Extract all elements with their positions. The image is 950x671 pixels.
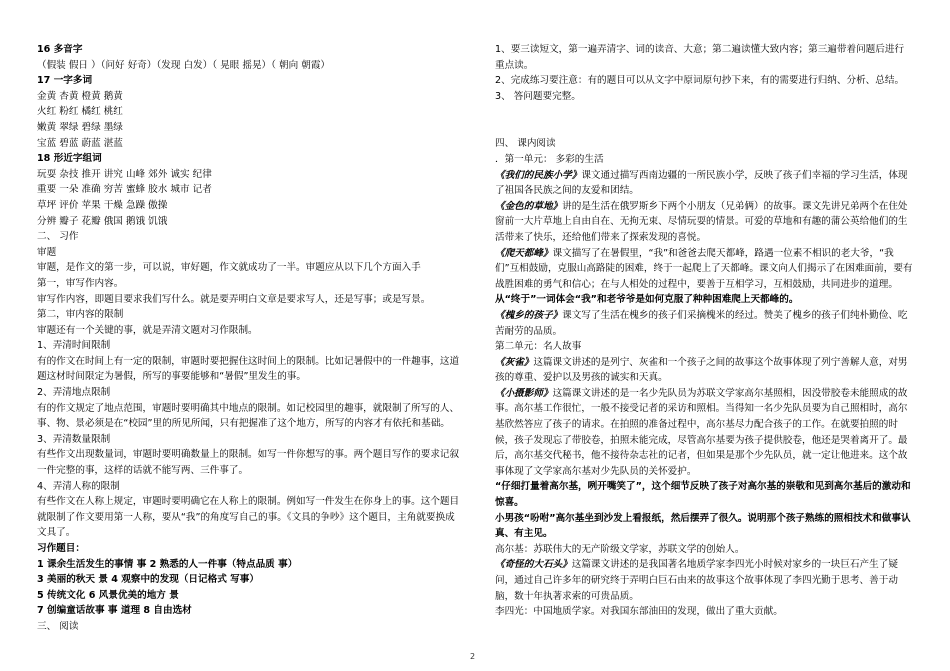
word-line: 分辨 瓣子 花瓣 俄国 鹅饿 饥饿 [37,215,168,227]
text-body: 课文写了生活在槐乡的孩子们采摘槐米的经过。赞美了槐乡的孩子们纯朴勤俭、吃苦耐劳的品质。 [495,309,908,337]
right-column [495,42,913,620]
exercise-line: 5 传统文化 6 风景优美的地方 景 [37,589,179,601]
section-heading-18: 18 形近字组词 [37,153,102,165]
reading-tip: 1、要三读短文，第一遍弄清字、词的读音、大意；第二遍读懂大致内容；第三遍带着问题后进行重点读。 [495,44,905,71]
exercise-line: 1 课余生活发生的事情 事 2 熟悉的人一件事（特点品质 事） [37,558,298,570]
word-line: 嫩黄 翠绿 碧绿 墨绿 [37,121,123,133]
text-key-point: “仔细打量着高尔基，咧开嘴笑了”，这个细节反映了孩子对高尔基的崇敬和见到高尔基后的激动和惊喜。 [495,481,911,509]
note: 李四光：中国地质学家。对我国东部油田的发现，做出了重大贡献。 [495,606,783,618]
paragraph: 有些作文在人称上规定，审题时要明确它在人称上的限制。例如写一件发生在你身上的事。这个题目就限制了作文要用第一人称，要从“我”的角度写自己的事。《文具的争吵》这个题目，主角就要换成文具了。 [37,496,460,539]
unit-heading: ．第一单元： 多彩的生活 [495,153,604,165]
word-line: 宝蓝 碧蓝 蔚蓝 湛蓝 [37,137,123,149]
text-title: 《槐乡的孩子》 [495,309,563,321]
paragraph-label: 2、弄清地点限制 [37,387,111,399]
text-summary [495,386,913,480]
exercise-line: 3 美丽的秋天 景 4 观察中的发现（日记格式 写事） [37,574,259,586]
text-title: 《小摄影师》 [495,387,553,399]
text-summary [495,246,913,308]
text-key-point: 从“终于”一词体会“我”和老爷爷是如何克服了种种困难爬上天都峰的。 [495,294,799,306]
section-heading-writing: 二、 习作 [37,231,79,243]
unit-heading: 第二单元：名人故事 [495,341,582,353]
text-key-point: 小男孩“吩咐”高尔基坐到沙发上看报纸，然后摆弄了很久。说明那个孩子熟练的照相技术和做事认真、有主见。 [495,512,911,540]
text-title: 《我们的民族小学》 [495,169,582,181]
section-heading-reading: 三、 阅读 [37,620,79,632]
paragraph-label: 3、弄清数量限制 [37,433,111,445]
text-body: 课文通过描写西南边疆的一所民族小学，反映了孩子们幸福的学习生活，体现了祖国各民族之间的友爱和团结。 [495,169,908,197]
paragraph-label: 1、弄清时间限制 [37,340,111,352]
reading-tip: 3、 答问题要完整。 [495,90,581,102]
word-line: 草坪 评价 苹果 干燥 急躁 傲操 [37,199,168,211]
exercise-line: 7 创编童话故事 事 道理 8 自由选材 [37,605,192,617]
paragraph-label: 第二，审内容的限制 [37,309,124,321]
reading-tip: 2、完成练习要注意：有的题目可以从文字中原词原句抄下来，有的需要进行归纳、分析、总结。 [495,75,905,87]
text-summary [495,199,913,246]
word-line: 金黄 杏黄 橙黄 鹅黄 [37,90,123,102]
word-line: 玩耍 杂技 推开 讲究 山峰 郊外 诚实 纪律 [37,168,212,180]
paragraph: 审题还有一个关键的事，就是弄清文题对习作限制。 [37,324,258,336]
paragraph: 审题，是作文的第一步，可以说，审好题，作文就成功了一半。审题应从以下几个方面入手 [37,262,421,274]
section-heading-16: 16 多音字 [37,44,83,55]
paragraph-label: 第一，审写作内容。 [37,277,124,289]
exercise-title: 习作题目： [37,543,85,554]
note: 高尔基：苏联伟大的无产阶级文学家，苏联文学的创始人。 [495,543,745,555]
text-title: 《爬天都峰》 [495,247,553,259]
polyphone-list: （假装 假日 ）（问好 好奇）（发现 白发）（ 晃眼 摇晃）（ 朝向 朝霞） [37,59,331,71]
section-heading-17: 17 一字多词 [37,75,93,87]
text-title: 《金色的草地》 [495,200,563,212]
text-body: 课文描写了在暑假里，“我”和爸爸去爬天都峰，路遇一位素不相识的老大爷，“我们”互相鼓励，克服山高路陡的困难，终于一起爬上了天都峰。课文向人们揭示了在困难面前，要有战胜困难的勇气和信心；在与人相处的过程中，要善于互相学习，互相鼓励，共同进步的道理。 [495,247,913,290]
text-summary [495,168,913,199]
paragraph: 有的作文规定了地点范围，审题时要明确其中地点的限制。如记校园里的趣事，就限制了所写的人、事、物、景必须是在“校园”里的所见所闻，只有把握准了这个地方，所写的内容才有依托和基础。 [37,402,460,430]
text-summary [495,557,913,604]
spacer [495,104,913,136]
paragraph: 审写作内容，即题目要求我们写什么。就是要弄明白文章是要求写人，还是写事；或是写景。 [37,293,431,305]
word-line: 火红 粉红 橘红 桃红 [37,106,123,118]
text-body: 讲的是生活在俄罗斯乡下两个小朋友（兄弟俩）的故事。课文先讲兄弟两个在住处窗前一大片草地上自由自在、无拘无束、尽情玩耍的情景。可爱的草地和有趣的蒲公英给他们的生活带来了快乐，还给他们带来了探索发现的喜悦。 [495,200,908,243]
paragraph: 有的作文在时间上有一定的限制，审题时要把握住这时间上的限制。比如记暑假中的一件趣事，这道题这材时间限定为暑假，所写的事要能够和“暑假”里发生的事。 [37,355,460,383]
text-title: 《奇怪的大石头》 [495,559,572,571]
text-summary [495,308,913,339]
text-body: 这篇课文讲述的是我国著名地质学家李四光小时候对家乡的一块巨石产生了疑问，通过自己许多年的研究终于弄明白巨石由来的故事这个故事体现了李四光勤于思考、善于动脑，数十年执著求索的可贵品质。 [495,559,898,602]
paragraph-label: 审题 [37,246,57,258]
paragraph-label: 4、弄清人称的限制 [37,480,120,492]
paragraph: 有些作文出现数量词，审题时要明确数量上的限制。如写一件你想写的事。两个题目写作的要求记叙一件完整的事，这样的话就不能写两、三件事了。 [37,449,460,477]
page-number: 2 [470,652,476,661]
text-title: 《灰雀》 [495,356,534,368]
text-summary [495,355,913,386]
section-heading-in-class-reading: 四、 课内阅读 [495,138,556,150]
left-column [37,42,463,635]
word-line: 重要 一朵 准确 穷苦 蜜蜂 胶水 城市 记者 [37,184,212,196]
text-body: 这篇课文讲述的是一名少先队员为苏联文学家高尔基照相，因没带胶卷未能照成的故事。高尔基工作很忙，一般不接受记者的采访和照相。当得知一名少先队员要为自己照相时，高尔基欣然答应了孩子的请求。在拍照的准备过程中，高尔基尽力配合孩子的工作。在就要拍照的时候，孩子发现忘了带胶卷，拍照未能完成，尽管高尔基要为孩子提供胶卷，他还是哭着离开了。最后，高尔基交代秘书，他不接待杂志社的记者，但如果是那个少先队员，就一定让他进来。这个故事体现了文学家高尔基对少先队员的关怀爱护。 [495,387,908,477]
text-body: 这篇课文讲述的是列宁、灰雀和一个孩子之间的故事这个故事体现了列宁善解人意，对男孩的尊重、爱护以及男孩的诚实和天真。 [495,356,908,384]
